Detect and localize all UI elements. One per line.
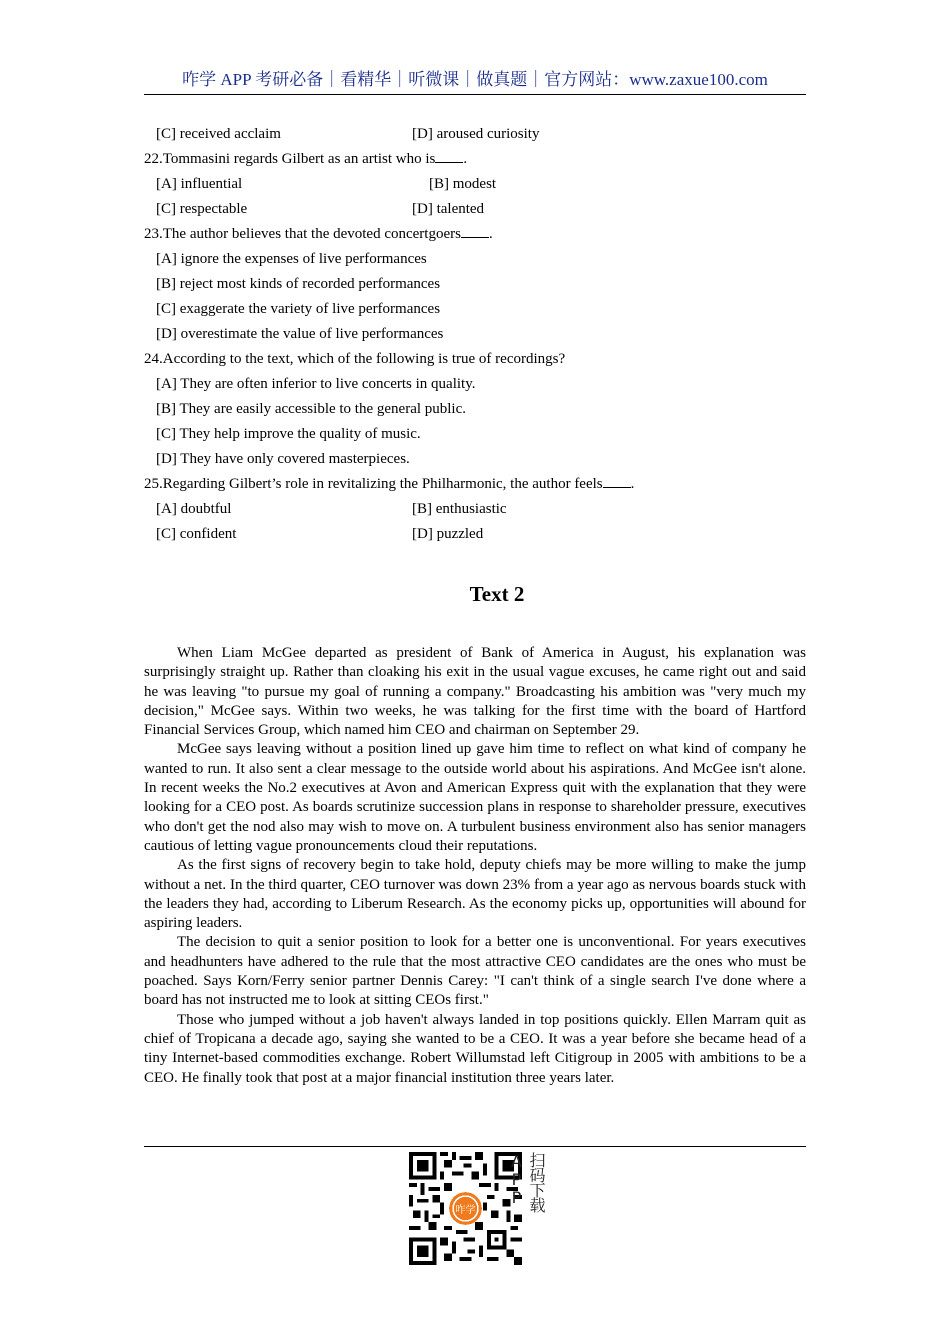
reading-passage: [144, 644, 806, 1088]
option-a: [A] ignore the expenses of live performances: [156, 251, 427, 267]
option-c: [C] confident: [156, 526, 237, 542]
question-stem: 22.Tommasini regards Gilbert as an artist who is .: [144, 147, 806, 172]
option-b: [B] They are easily accessible to the general public.: [156, 401, 467, 417]
question-stem: 24.According to the text, which of the following is true of recordings?: [144, 351, 566, 367]
option-d: [D] talented: [412, 201, 485, 217]
option-b: [B] modest: [429, 176, 497, 192]
footer-divider: [144, 1146, 806, 1147]
option-c: [C] received acclaim: [156, 126, 281, 142]
question-stem: 25.Regarding Gilbert’s role in revitalizing the Philharmonic, the author feels .: [144, 472, 806, 497]
paragraph: When Liam McGee departed as president of Bank of America in August, his explanation was surprisingly straight up. Rather than cloaking his exit in the usual vague excuses, he came right out and said he was leaving "to pursue my goal of running a company." Broadcasting his ambition was "very much my decision," McGee says. Within two weeks, he was talking for the first time with the board of Hartford Financial Services Group, which named him CEO and chairman on September 29.: [144, 645, 806, 739]
option-row: [144, 497, 806, 522]
option-row: [144, 247, 806, 272]
option-a: [A] influential: [156, 176, 243, 192]
option-b: [B] enthusiastic: [412, 501, 507, 517]
option-row: [144, 322, 806, 347]
section-title: Text 2: [469, 582, 525, 606]
option-b: [B] reject most kinds of recorded performances: [156, 276, 441, 292]
option-row: [144, 122, 806, 147]
qr-caption: 扫码下载APP: [507, 1152, 546, 1212]
option-row: [144, 447, 806, 472]
option-row: [144, 397, 806, 422]
option-row: [144, 172, 806, 197]
option-row: [144, 422, 806, 447]
option-row: [144, 372, 806, 397]
option-row: [144, 522, 806, 547]
option-d: [D] puzzled: [412, 526, 484, 542]
option-row: [144, 297, 806, 322]
option-row: [144, 272, 806, 297]
option-c: [C] respectable: [156, 201, 248, 217]
paragraph: As the first signs of recovery begin to take hold, deputy chiefs may be more willing to make the jump without a net. In the third quarter, CEO turnover was down 23% from a year ago as nervous boards stuck with the leaders they had, according to Liberum Research. As the economy picks up, opportunities will abound for aspiring leaders.: [144, 857, 806, 932]
option-c: [C] They help improve the quality of music.: [156, 426, 421, 442]
option-a: [A] They are often inferior to live concerts in quality.: [156, 376, 476, 392]
option-d: [D] They have only covered masterpieces.: [156, 451, 410, 467]
option-c: [C] exaggerate the variety of live performances: [156, 301, 441, 317]
paragraph: Those who jumped without a job haven't always landed in top positions quickly. Ellen Marram quit as chief of Tropicana a decade ago, saying she wanted to be a CEO. It was a year before she became head of a tiny Internet-based commodities exchange. Robert Willumstad left Citigroup in 2005 with ambitions to be a CEO. He finally took that post at a major financial institution three years later.: [144, 1011, 806, 1086]
qr-logo-text: 咋学: [455, 1204, 476, 1216]
paragraph: McGee says leaving without a position lined up gave him time to reflect on what kind of company he wanted to run. It also sent a clear message to the outside world about his aspirations. And McGee isn't alone. In recent weeks the No.2 executives at Avon and American Express quit with the explanation that they were looking for a CEO post. As boards scrutinize succession plans in response to shareholder pressure, executives who don't get the nod also may wish to move on. A turbulent business environment also has senior managers cautious of letting vague pronouncements cloud their reputations.: [144, 741, 806, 854]
page-header[interactable]: 咋学 APP 考研必备｜看精华｜听微课｜做真题｜官方网站：www.zaxue100.com: [144, 68, 806, 95]
option-d: [D] overestimate the value of live performances: [156, 326, 444, 342]
option-d: [D] aroused curiosity: [412, 126, 540, 142]
question-list: [144, 122, 806, 547]
paragraph: The decision to quit a senior position to look for a better one is unconventional. For years executives and headhunters have adhered to the rule that the most attractive CEO candidates are the ones who must be poached. Says Korn/Ferry senior partner Dennis Carey: "I can't think of a single search I've done where a board has not instructed me to look at sitting CEOs first.": [144, 934, 806, 1009]
option-row: [144, 197, 806, 222]
option-a: [A] doubtful: [156, 501, 232, 517]
question-stem: 23.The author believes that the devoted concertgoers .: [144, 222, 806, 247]
